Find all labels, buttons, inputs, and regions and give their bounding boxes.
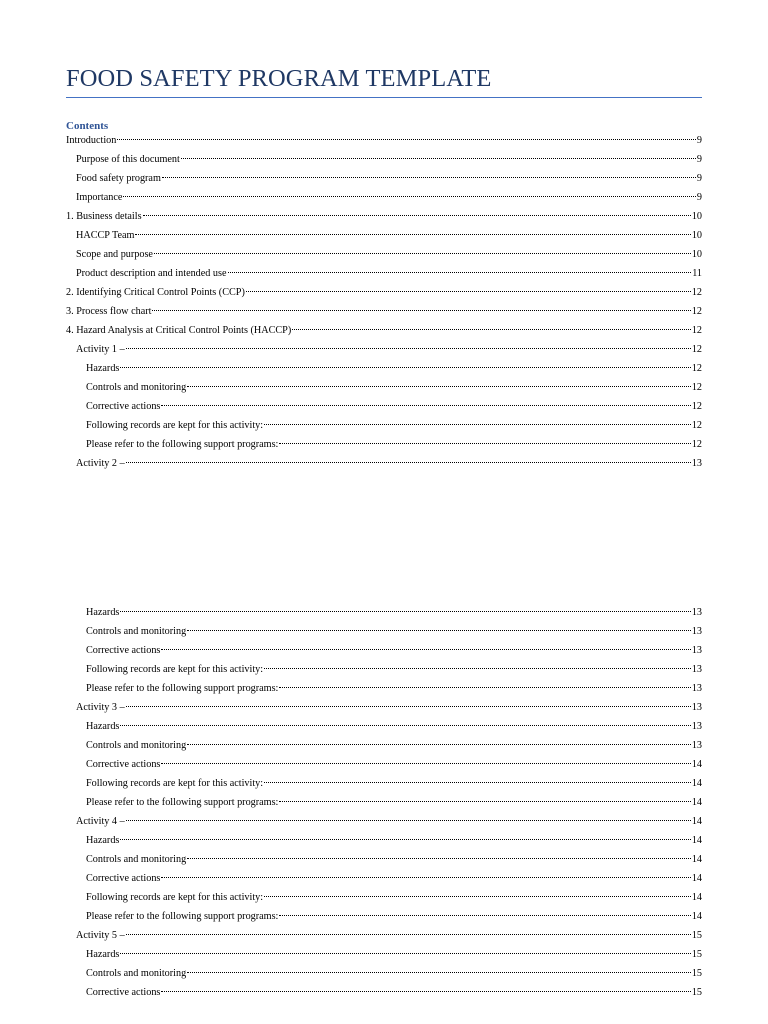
toc-dot-leader [279,801,690,802]
toc-entry-title: Please refer to the following support programs: [86,683,279,694]
toc-entry[interactable] [66,436,702,455]
toc-entry-page-number: 14 [691,873,702,884]
toc-dot-leader [126,348,691,349]
toc-entry-title: Hazards [86,363,120,374]
toc-dot-leader [120,725,690,726]
toc-entry-title: Importance [76,192,123,203]
toc-entry-title: 1. Business details [66,211,142,222]
toc-entry[interactable] [66,680,702,699]
toc-entry-page-number: 13 [691,721,702,732]
toc-entry-title: Scope and purpose [76,249,153,260]
toc-entry-page-number: 12 [691,306,702,317]
toc-entry-title: 2. Identifying Critical Control Points (CCP) [66,287,245,298]
toc-dot-leader [161,763,690,764]
toc-dot-leader [187,858,691,859]
toc-entry[interactable] [66,189,702,208]
toc-dot-leader [162,177,696,178]
toc-entry-page-number: 14 [691,835,702,846]
toc-entry-title: 3. Process flow chart [66,306,152,317]
toc-entry-title: Hazards [86,721,120,732]
toc-entry-title: Please refer to the following support programs: [86,911,279,922]
toc-entry[interactable] [66,151,702,170]
toc-entry[interactable] [66,455,702,474]
toc-entry-title: Please refer to the following support programs: [86,439,279,450]
toc-dot-leader [161,877,690,878]
toc-entry-title: Controls and monitoring [86,968,187,979]
toc-dot-leader [152,310,690,311]
toc-entry-page-number: 15 [691,987,702,998]
toc-dot-leader [117,139,696,140]
toc-entry-title: Following records are kept for this activity: [86,778,264,789]
toc-entry-page-number: 13 [691,458,702,469]
toc-entry[interactable] [66,794,702,813]
toc-entry[interactable] [66,417,702,436]
toc-entry[interactable] [66,265,702,284]
table-of-contents-part-1 [66,132,702,474]
toc-entry[interactable] [66,889,702,908]
toc-dot-leader [126,820,691,821]
toc-entry-page-number: 14 [691,911,702,922]
toc-entry-page-number: 12 [691,344,702,355]
toc-entry-title: Controls and monitoring [86,740,187,751]
toc-entry[interactable] [66,775,702,794]
toc-entry-page-number: 12 [691,439,702,450]
toc-entry-page-number: 14 [691,892,702,903]
toc-entry[interactable] [66,642,702,661]
toc-entry[interactable] [66,303,702,322]
toc-entry-page-number: 10 [691,211,702,222]
toc-entry-title: Activity 5 – [76,930,125,941]
toc-dot-leader [143,215,691,216]
toc-entry-title: Food safety program [76,173,161,184]
toc-dot-leader [228,272,692,273]
toc-entry-title: Corrective actions [86,645,161,656]
toc-dot-leader [187,744,691,745]
table-of-contents-part-2 [66,604,702,1003]
toc-dot-leader [264,424,691,425]
toc-entry-page-number: 12 [691,420,702,431]
toc-entry[interactable] [66,908,702,927]
toc-entry-page-number: 12 [691,287,702,298]
toc-entry-page-number: 13 [691,626,702,637]
toc-dot-leader [187,630,691,631]
toc-entry-title: Controls and monitoring [86,626,187,637]
toc-entry[interactable] [66,604,702,623]
toc-entry[interactable] [66,756,702,775]
toc-entry-page-number: 14 [691,854,702,865]
document-title: FOOD SAFETY PROGRAM TEMPLATE [66,65,492,92]
toc-entry-title: Product description and intended use [76,268,227,279]
toc-entry[interactable] [66,322,702,341]
toc-dot-leader [154,253,691,254]
toc-entry-page-number: 13 [691,645,702,656]
toc-entry-page-number: 13 [691,683,702,694]
toc-dot-leader [126,706,691,707]
toc-entry[interactable] [66,227,702,246]
toc-entry-title: Controls and monitoring [86,382,187,393]
toc-entry[interactable] [66,718,702,737]
toc-entry-title: Following records are kept for this activity: [86,420,264,431]
toc-entry[interactable] [66,208,702,227]
toc-entry-title: Controls and monitoring [86,854,187,865]
toc-entry-title: Corrective actions [86,873,161,884]
title-divider [66,97,702,98]
toc-entry[interactable] [66,984,702,1003]
toc-entry[interactable] [66,132,702,151]
toc-dot-leader [120,611,690,612]
toc-entry-page-number: 13 [691,740,702,751]
toc-dot-leader [279,915,690,916]
toc-entry[interactable] [66,946,702,965]
toc-entry[interactable] [66,341,702,360]
toc-entry-title: Following records are kept for this activity: [86,892,264,903]
toc-entry-page-number: 15 [691,968,702,979]
toc-entry-title: Please refer to the following support programs: [86,797,279,808]
toc-entry[interactable] [66,870,702,889]
toc-entry-page-number: 15 [691,949,702,960]
toc-entry[interactable] [66,927,702,946]
toc-dot-leader [161,991,690,992]
toc-dot-leader [187,972,691,973]
toc-dot-leader [246,291,691,292]
toc-entry-title: Activity 1 – [76,344,125,355]
toc-entry-page-number: 9 [696,154,702,165]
toc-entry[interactable] [66,851,702,870]
toc-entry-page-number: 14 [691,778,702,789]
toc-dot-leader [264,782,691,783]
toc-entry[interactable] [66,832,702,851]
toc-entry[interactable] [66,398,702,417]
toc-entry-page-number: 12 [691,363,702,374]
toc-entry-title: Introduction [66,135,117,146]
toc-entry-title: Corrective actions [86,987,161,998]
toc-entry[interactable] [66,284,702,303]
toc-dot-leader [120,839,690,840]
toc-entry-title: Hazards [86,607,120,618]
toc-entry-page-number: 15 [691,930,702,941]
toc-entry-title: Hazards [86,835,120,846]
toc-dot-leader [279,687,690,688]
toc-entry-page-number: 14 [691,759,702,770]
toc-entry-title: HACCP Team [76,230,135,241]
toc-entry-title: Corrective actions [86,759,161,770]
toc-entry-page-number: 14 [691,816,702,827]
toc-dot-leader [135,234,690,235]
toc-entry-title: Hazards [86,949,120,960]
toc-entry-page-number: 12 [691,401,702,412]
toc-dot-leader [264,668,691,669]
toc-entry[interactable] [66,699,702,718]
toc-entry-page-number: 12 [691,325,702,336]
toc-entry[interactable] [66,170,702,189]
toc-dot-leader [126,462,691,463]
toc-dot-leader [120,367,690,368]
toc-entry[interactable] [66,623,702,642]
toc-entry[interactable] [66,360,702,379]
toc-entry-page-number: 9 [696,173,702,184]
toc-entry-page-number: 13 [691,607,702,618]
toc-entry-title: 4. Hazard Analysis at Critical Control Points (HACCP) [66,325,292,336]
toc-entry[interactable] [66,813,702,832]
toc-dot-leader [181,158,696,159]
toc-dot-leader [161,405,690,406]
toc-entry-page-number: 9 [696,135,702,146]
toc-dot-leader [279,443,690,444]
toc-entry-title: Purpose of this document [76,154,180,165]
toc-dot-leader [161,649,690,650]
toc-entry-page-number: 9 [696,192,702,203]
contents-heading: Contents [66,120,109,132]
toc-entry-page-number: 13 [691,664,702,675]
toc-entry-page-number: 10 [691,230,702,241]
toc-dot-leader [120,953,690,954]
toc-entry-title: Following records are kept for this activity: [86,664,264,675]
toc-dot-leader [264,896,691,897]
toc-entry[interactable] [66,379,702,398]
toc-dot-leader [187,386,691,387]
toc-entry[interactable] [66,737,702,756]
toc-entry-title: Activity 4 – [76,816,125,827]
toc-entry-page-number: 12 [691,382,702,393]
toc-dot-leader [292,329,691,330]
toc-dot-leader [123,196,696,197]
toc-dot-leader [126,934,691,935]
toc-entry[interactable] [66,965,702,984]
toc-entry-page-number: 14 [691,797,702,808]
toc-entry[interactable] [66,246,702,265]
toc-entry-page-number: 10 [691,249,702,260]
toc-entry[interactable] [66,661,702,680]
toc-entry-title: Corrective actions [86,401,161,412]
toc-entry-page-number: 11 [692,268,702,279]
toc-entry-page-number: 13 [691,702,702,713]
toc-entry-title: Activity 3 – [76,702,125,713]
toc-entry-title: Activity 2 – [76,458,125,469]
